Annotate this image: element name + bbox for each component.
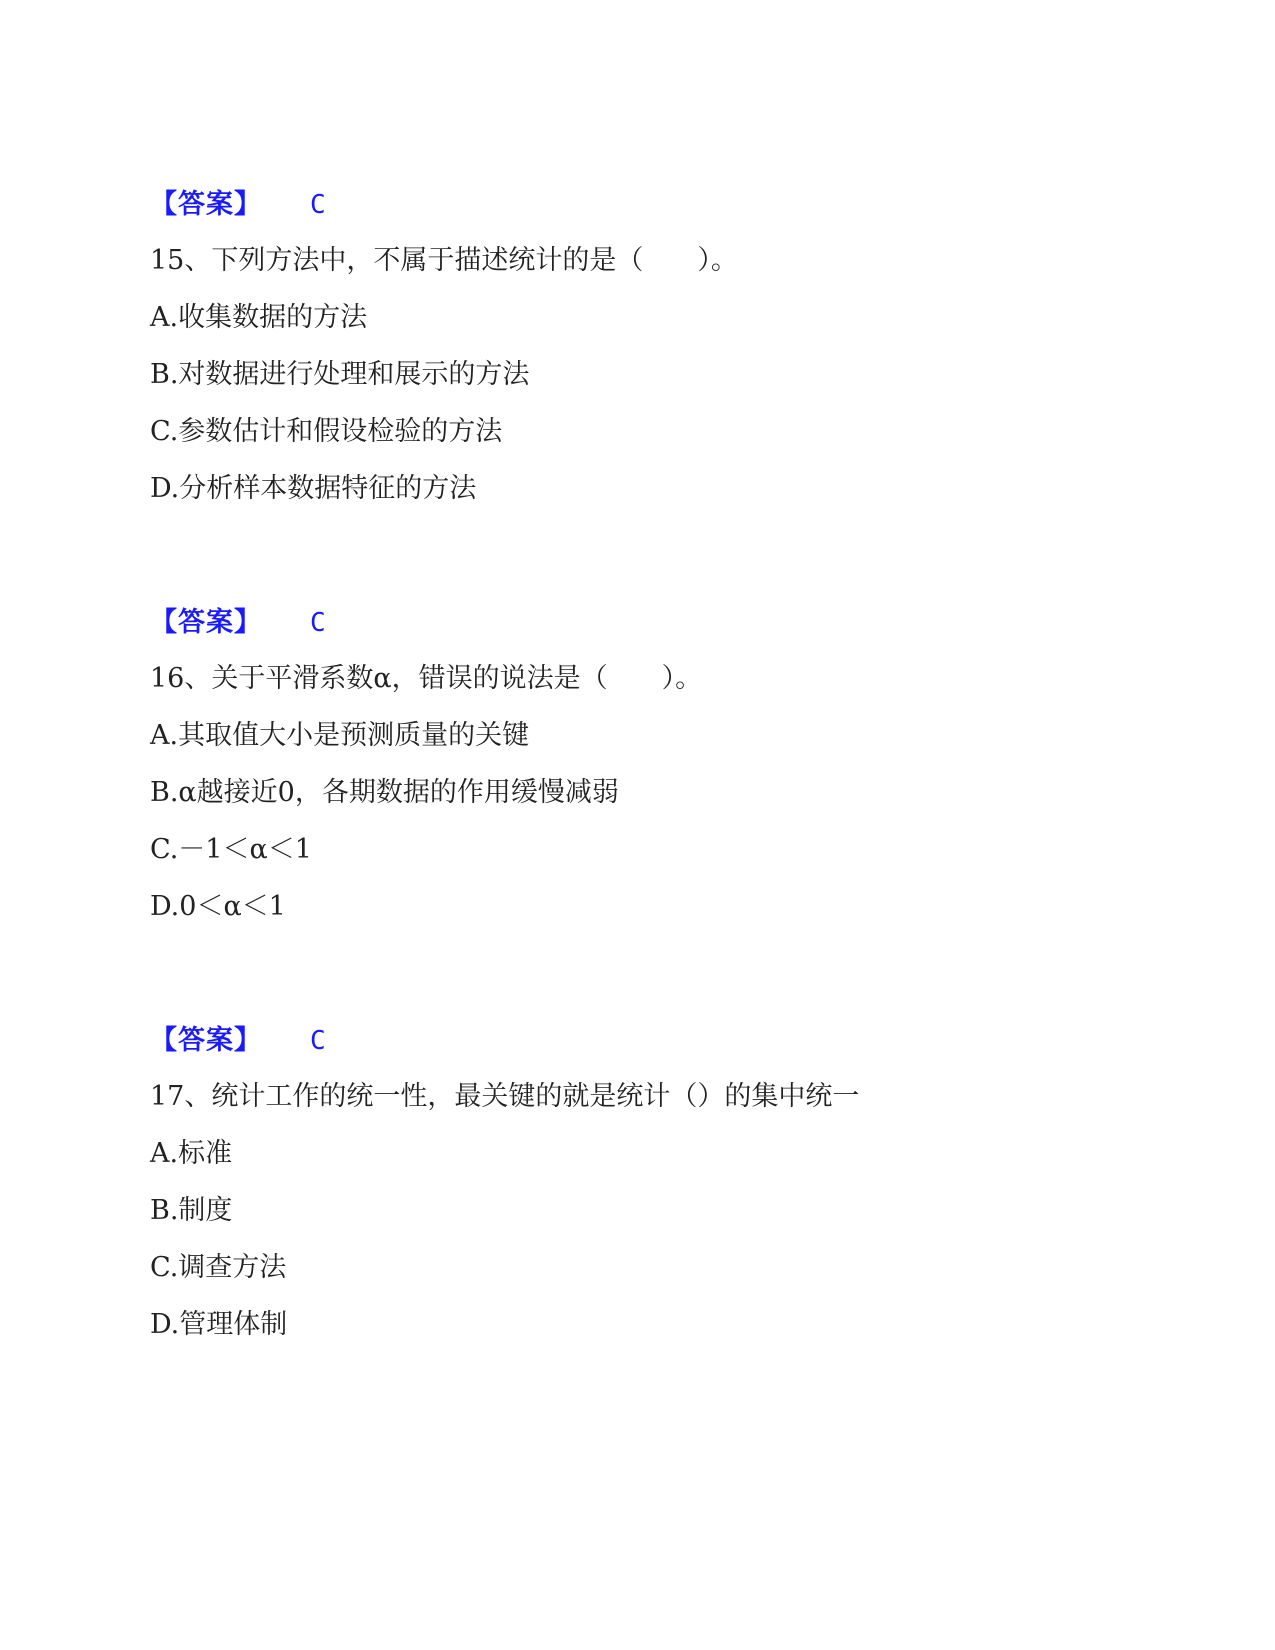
question-stem: 15、下列方法中，不属于描述统计的是（ ）。 <box>150 245 738 276</box>
option-c: C.调查方法 <box>150 1252 287 1283</box>
answer-line <box>150 185 1150 225</box>
answer-label: 【答案】 <box>150 607 262 638</box>
option-c: C.－1＜α＜1 <box>150 834 312 865</box>
question-block-15 <box>150 185 1150 509</box>
answer-line <box>150 603 1150 643</box>
answer-label: 【答案】 <box>150 1025 262 1056</box>
answer-label: 【答案】 <box>150 189 262 220</box>
option-d: D.0＜α＜1 <box>150 891 286 922</box>
answer-value: C <box>310 608 326 638</box>
option-a: A.其取值大小是预测质量的关键 <box>150 720 530 751</box>
question-stem: 17、统计工作的统一性，最关键的就是统计（）的集中统一 <box>150 1081 860 1112</box>
option-d: D.管理体制 <box>150 1309 288 1340</box>
option-b: B.制度 <box>150 1195 233 1226</box>
option-b: B.α越接近0，各期数据的作用缓慢减弱 <box>150 777 619 808</box>
answer-value: C <box>310 190 326 220</box>
option-a: A.标准 <box>150 1138 233 1169</box>
option-a: A.收集数据的方法 <box>150 302 368 333</box>
answer-line <box>150 1021 1150 1061</box>
option-c: C.参数估计和假设检验的方法 <box>150 416 503 447</box>
question-block-17 <box>150 1021 1150 1345</box>
option-b: B.对数据进行处理和展示的方法 <box>150 359 530 390</box>
question-stem: 16、关于平滑系数α，错误的说法是（ ）。 <box>150 663 703 694</box>
option-d: D.分析样本数据特征的方法 <box>150 473 477 504</box>
answer-value: C <box>310 1026 326 1056</box>
question-block-16 <box>150 603 1150 927</box>
